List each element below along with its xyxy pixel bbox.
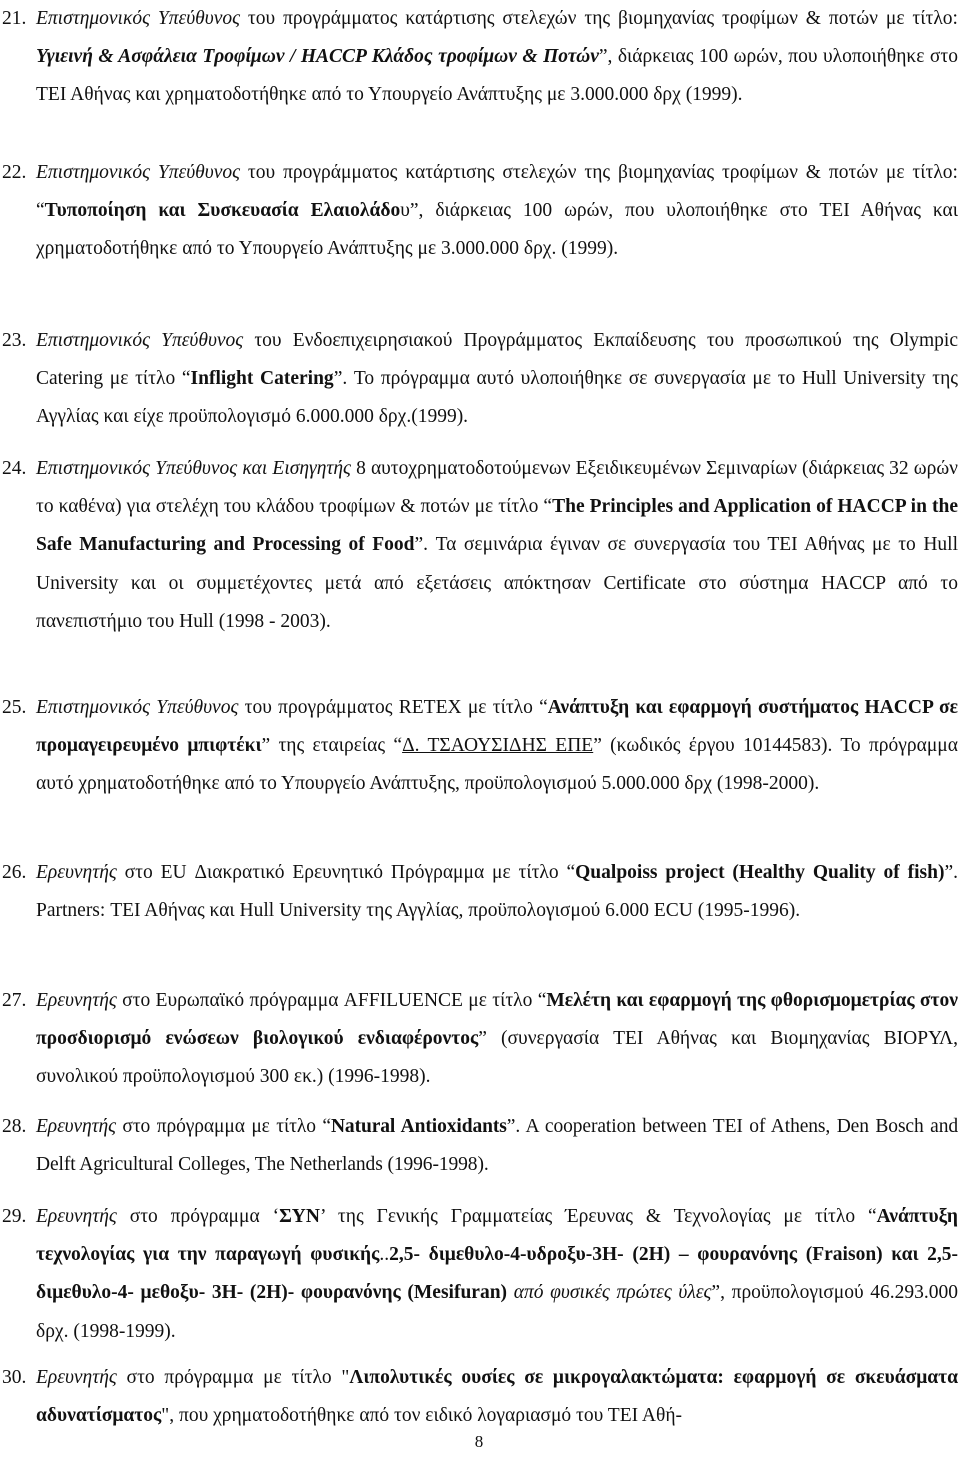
emphasized-text: Ερευνητής	[36, 862, 117, 883]
item-number: 26.	[2, 862, 27, 883]
text-run: του προγράμματος RETEX με τίτλο “	[238, 697, 548, 718]
text-run: στο EU Διακρατικό Ερευνητικό Πρόγραμμα με τίτλο “	[116, 862, 576, 883]
emphasized-text: Επιστημονικός Υπεύθυνος	[36, 8, 241, 29]
emphasized-text: Υγιεινή & Ασφάλεια Τροφίμων / HACCP Κλάδος τροφίμων & Ποτών	[36, 46, 599, 68]
text-run: ”. Τα σεμινάρια έγιναν σε συνεργασία του ΤΕΙ Αθήνας με το Hull University και οι συμμετέχοντες μετά από εξετάσεις απόκτησαν Certificate στο σύστημα HACCP από το πανεπιστήμιο του Hull (1998 - 2003).	[36, 534, 958, 632]
item-number: 27.	[2, 990, 27, 1011]
emphasized-text: από φυσικές πρώτες ύλες	[513, 1282, 712, 1304]
item-number: 25.	[2, 697, 27, 718]
item-number: 30.	[2, 1367, 27, 1388]
page-number: 8	[474, 1432, 484, 1451]
text-run: ” (κωδικός έργου 10144583). Το πρόγραμμα αυτό χρηματοδοτήθηκε από το Υπουργείο Ανάπτυξης, προϋπολογισμού 5.000.000 δρχ (1998-2000).	[36, 735, 958, 795]
emphasized-text: Λιπολυτικές ουσίες σε μικρογαλακτώματα: εφαρμογή σε σκευάσματα αδυνατίσματος	[36, 1367, 958, 1427]
text-run: στο Ευρωπαϊκό πρόγραμμα AFFILUENCE με τίτλο “	[116, 990, 547, 1011]
list-item	[0, 982, 958, 1097]
list-item	[0, 689, 958, 804]
list-item	[0, 450, 958, 641]
item-number: 24.	[2, 458, 27, 479]
text-run: στο πρόγραμμα με τίτλο "	[116, 1367, 350, 1388]
text-run: του προγράμματος κατάρτισης στελεχών της βιομηχανίας τροφίμων & ποτών με τίτλο: “	[36, 162, 958, 222]
item-text	[36, 1359, 958, 1435]
list-item	[0, 322, 958, 437]
text-run: του προγράμματος κατάρτισης στελεχών της βιομηχανίας τροφίμων & ποτών με τίτλο:	[240, 8, 958, 29]
emphasized-text: Qualpoiss project (Healthy Quality of fish)	[575, 862, 945, 883]
item-number: 21.	[2, 8, 27, 29]
item-number: 28.	[2, 1116, 27, 1137]
emphasized-text: Επιστημονικός Υπεύθυνος	[36, 162, 241, 183]
list-item	[0, 154, 958, 269]
text-run: 8 αυτοχρηματοδοτούμενων Εξειδικευμένων Σεμιναρίων (διάρκειας 32 ωρών το καθένα) για στελέχη του κλάδου τροφίμων & ποτών με τίτλο “	[36, 458, 958, 518]
list-item	[0, 1198, 958, 1351]
list-item	[0, 854, 958, 930]
emphasized-text: και Εισηγητής	[242, 458, 351, 479]
text-run: ” της εταιρείας “	[261, 735, 403, 757]
text-run: ..	[379, 1244, 390, 1266]
emphasized-text: Ερευνητής	[36, 1116, 116, 1137]
emphasized-text: Επιστημονικός Υπεύθυνος	[36, 697, 239, 718]
text-run: ”, διάρκειας 100 ωρών, που υλοποιήθηκε στο ΤΕΙ Αθήνας και χρηματοδοτήθηκε από το Υπουργείο Ανάπτυξης με 3.000.000 δρχ (1999).	[36, 46, 958, 106]
text-run: ” (συνεργασία ΤΕΙ Αθήνας και Βιομηχανίας ΒΙΟΡΥΛ, συνολικού προϋπολογισμού 300 εκ.) (1996-1998).	[36, 1028, 958, 1088]
item-text	[36, 0, 958, 115]
list-item	[0, 1359, 958, 1435]
text-run: υ”, διάρκειας 100 ωρών, που υλοποιήθηκε στο ΤΕΙ Αθήνας και χρηματοδοτήθηκε από το Υπουργείο Ανάπτυξης με 3.000.000 δρχ. (1999).	[36, 200, 958, 260]
text-run	[507, 1282, 514, 1303]
text-run: ”. Το πρόγραμμα αυτό υλοποιήθηκε σε συνεργασία με το Hull University της Αγγλίας και είχε προϋπολογισμό 6.000.000 δρχ.(1999).	[36, 368, 958, 428]
text-run: ’ της Γενικής Γραμματείας Έρευνας & Τεχνολογίας με τίτλο “	[319, 1206, 877, 1227]
item-text	[36, 689, 958, 804]
item-text	[36, 1108, 958, 1184]
item-text	[36, 1198, 958, 1351]
emphasized-text: The Principles and Application of HACCP in the Safe Manufacturing and Processing of Food	[36, 496, 958, 556]
text-run: του Ενδοεπιχειρησιακού Προγράμματος Εκπαίδευσης του προσωπικού της Olympic Catering με τίτλο “	[36, 330, 958, 390]
emphasized-text: Δ. ΤΣΑΟΥΣΙΔΗΣ ΕΠΕ	[402, 735, 594, 757]
emphasized-text: Επιστημονικός Υπεύθυνος	[36, 458, 238, 479]
emphasized-text: Μελέτη και εφαρμογή της φθορισμομετρίας στον προσδιορισμό ενώσεων βιολογικού ενδιαφέροντος	[36, 990, 958, 1050]
item-text	[36, 854, 958, 930]
list-item	[0, 1108, 958, 1184]
emphasized-text: ΣΥΝ	[279, 1206, 320, 1227]
emphasized-text: Επιστημονικός Υπεύθυνος	[36, 330, 244, 351]
emphasized-text: Ερευνητής	[36, 1367, 117, 1388]
emphasized-text: Ερευνητής	[36, 990, 117, 1011]
list-item	[0, 0, 958, 115]
emphasized-text: Ερευνητής	[36, 1206, 117, 1227]
text-run: στο πρόγραμμα ‘	[116, 1206, 280, 1227]
emphasized-text: Inflight Catering	[190, 368, 334, 390]
item-text	[36, 322, 958, 437]
text-run: ", που χρηματοδοτήθηκε από τον ειδικό λογαριασμό του ΤΕΙ Αθή-	[161, 1405, 683, 1427]
emphasized-text: Ανάπτυξη τεχνολογίας για την παραγωγή φυσικής	[36, 1206, 958, 1266]
text-run: ”. A cooperation between TEI of Athens, Den Bosch and Delft Agricultural Colleges, The Netherlands (1996-1998).	[36, 1116, 958, 1176]
emphasized-text: 2,5- διμεθυλο-4-υδροξυ-3Η- (2Η) – φουρανόνης (Fraison) και 2,5- διμεθυλο-4- μεθοξυ- 3Η- (2Η)- φουρανόνης (Mesifuran)	[36, 1244, 959, 1304]
text-run: ”, προϋπολογισμού 46.293.000 δρχ. (1998-1999).	[36, 1282, 959, 1342]
item-text	[36, 450, 958, 641]
emphasized-text: Τυποποίηση και Συσκευασία Ελαιολάδο	[44, 200, 401, 222]
emphasized-text: Ανάπτυξη και εφαρμογή συστήματος HACCP σε προμαγειρευμένο μπιφτέκι	[36, 697, 958, 757]
item-number: 23.	[2, 330, 27, 351]
item-number: 22.	[2, 162, 27, 183]
text-run: στο πρόγραμμα με τίτλο “	[115, 1116, 331, 1137]
emphasized-text: Natural Antioxidants	[330, 1116, 507, 1137]
item-text	[36, 154, 958, 269]
text-run: ”. Partners: ΤΕΙ Αθήνας και Hull University της Αγγλίας, προϋπολογισμού 6.000 ECU (1995-1996).	[36, 862, 958, 922]
item-number: 29.	[2, 1206, 27, 1227]
item-text	[36, 982, 958, 1097]
